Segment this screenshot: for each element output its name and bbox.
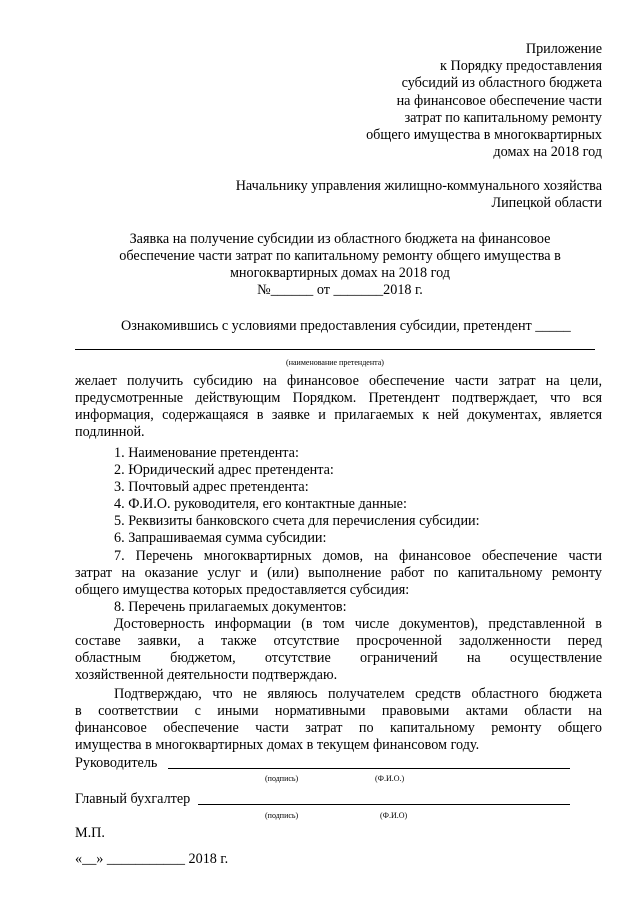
applicant-name-line xyxy=(75,349,595,350)
paragraph-line: составе заявки, а также отсутствие просроченной задолженности перед xyxy=(75,633,602,649)
list-item-continuation: общего имущества которых предоставляется субсидия: xyxy=(75,582,410,598)
stamp-label: М.П. xyxy=(75,825,105,841)
paragraph-line: Подтверждаю, что не являюсь получателем средств областного бюджета xyxy=(114,686,602,702)
appendix-line: Приложение xyxy=(525,41,602,57)
paragraph-line: предусмотренные действующим Порядком. Претендент подтверждает, что вся xyxy=(75,390,602,406)
appendix-line: к Порядку предоставления xyxy=(440,58,602,74)
appendix-line: субсидий из областного бюджета xyxy=(401,75,602,91)
applicant-name-caption: (наименование претендента) xyxy=(286,358,384,367)
appendix-line: на финансовое обеспечение части xyxy=(396,93,602,109)
title-line: Заявка на получение субсидии из областного бюджета на финансовое xyxy=(129,231,551,247)
list-item: 6. Запрашиваемая сумма субсидии: xyxy=(114,530,327,546)
paragraph-line: имущества в многоквартирных домах в текущем финансовом году. xyxy=(75,737,480,753)
list-item: 1. Наименование претендента: xyxy=(114,445,299,461)
title-line: обеспечение части затрат по капитальному ремонту общего имущества в xyxy=(119,248,561,264)
accountant-label: Главный бухгалтер xyxy=(75,791,191,807)
paragraph-line: областным бюджетом, отсутствие ограничений на осуществление xyxy=(75,650,602,666)
list-item: 4. Ф.И.О. руководителя, его контактные данные: xyxy=(114,496,407,512)
accountant-signature-line xyxy=(198,804,570,805)
accountant-name-caption: (Ф.И.О) xyxy=(380,811,408,820)
accountant-sign-caption: (подпись) xyxy=(265,811,299,820)
paragraph-line: Достоверность информации (в том числе документов), представленной в xyxy=(114,616,602,632)
title-line: многоквартирных домах на 2018 год xyxy=(229,265,451,281)
list-item: 8. Перечень прилагаемых документов: xyxy=(114,599,347,615)
head-sign-caption: (подпись) xyxy=(265,774,299,783)
addressee-line: Липецкой области xyxy=(491,195,602,211)
appendix-line: домах на 2018 год xyxy=(493,144,602,160)
paragraph-line: подлинной. xyxy=(75,424,145,440)
addressee-line: Начальнику управления жилищно-коммунального хозяйства xyxy=(235,178,602,194)
paragraph-line: информация, содержащаяся в заявке и прилагаемых к ней документах, является xyxy=(75,407,602,423)
appendix-line: общего имущества в многоквартирных xyxy=(366,127,602,143)
list-item-continuation: затрат на оказание услуг и (или) выполнение работ по капитальному ремонту xyxy=(75,565,602,581)
head-label: Руководитель xyxy=(75,755,158,771)
paragraph-line: хозяйственной деятельности подтверждаю. xyxy=(75,667,338,683)
title-number-line: №______ от _______2018 г. xyxy=(257,282,423,298)
appendix-line: затрат по капитальному ремонту xyxy=(404,110,602,126)
list-item: 3. Почтовый адрес претендента: xyxy=(114,479,309,495)
head-signature-line xyxy=(168,768,570,769)
intro-line: Ознакомившись с условиями предоставления субсидии, претендент _____ xyxy=(121,318,571,334)
list-item: 5. Реквизиты банковского счета для перечисления субсидии: xyxy=(114,513,480,529)
paragraph-line: в соответствии с иными нормативными правовыми актами области на xyxy=(75,703,602,719)
paragraph-line: финансовое обеспечение части затрат по капитальному ремонту общего xyxy=(75,720,602,736)
date-line: «__» ___________ 2018 г. xyxy=(75,851,229,867)
head-name-caption: (Ф.И.О.) xyxy=(375,774,405,783)
list-item: 2. Юридический адрес претендента: xyxy=(114,462,334,478)
list-item: 7. Перечень многоквартирных домов, на финансовое обеспечение части xyxy=(114,548,602,564)
paragraph-line: желает получить субсидию на финансовое обеспечение части затрат на цели, xyxy=(75,373,602,389)
